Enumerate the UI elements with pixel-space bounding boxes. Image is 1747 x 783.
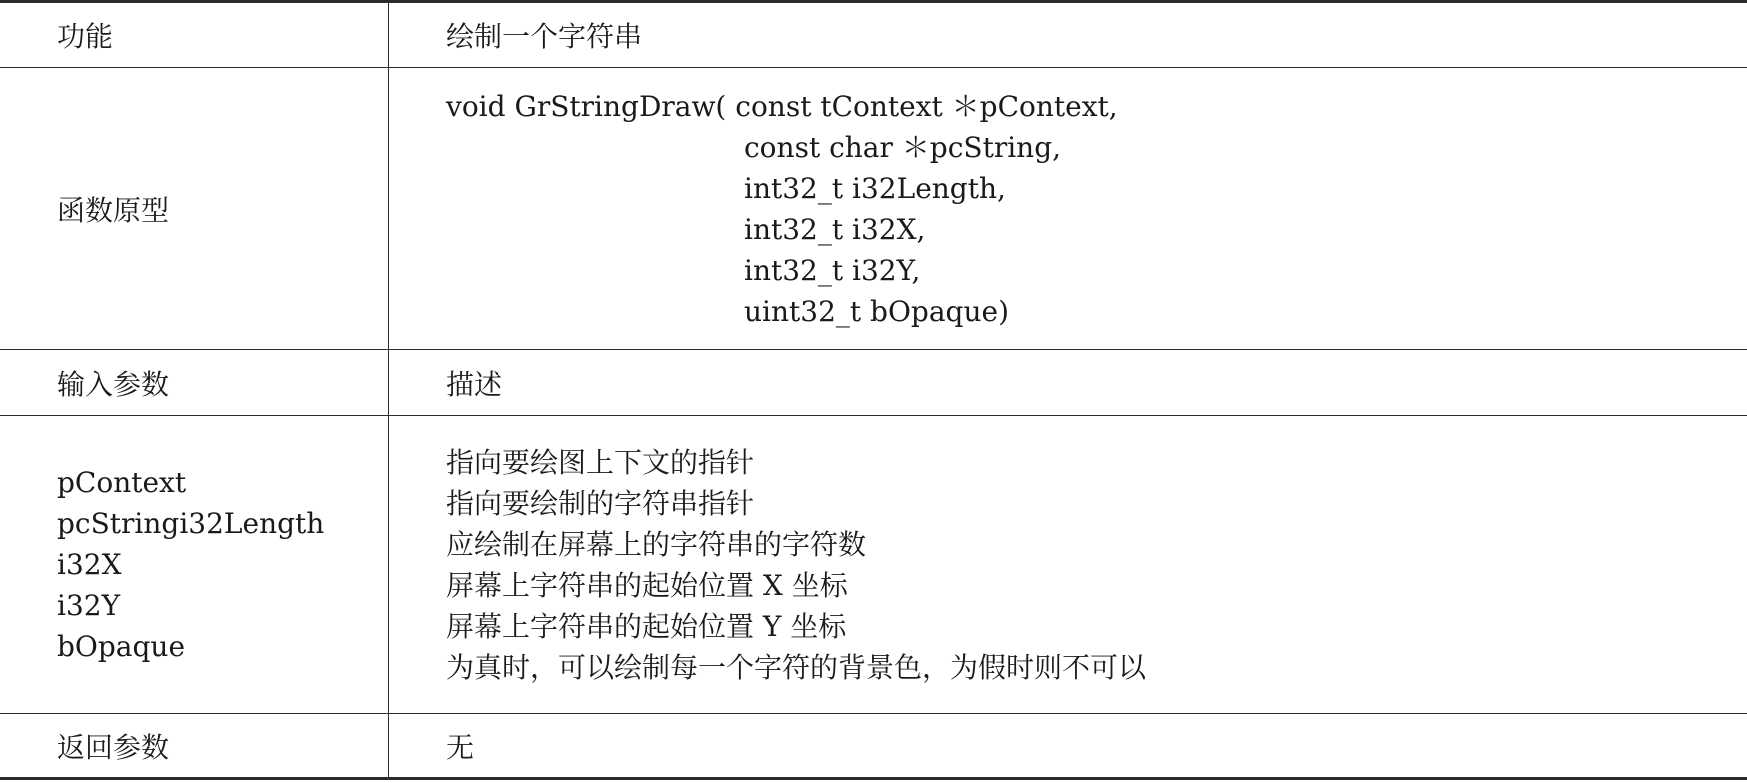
table-row-prototype (0, 68, 1747, 350)
param-name: pContext (57, 466, 187, 499)
param-names-cell (0, 416, 389, 714)
param-description: 指向要绘图上下文的指针 (446, 445, 755, 479)
return-label: 返回参数 (57, 730, 170, 764)
return-value: 无 (446, 730, 475, 764)
table-row-params (0, 416, 1747, 714)
param-description: 指向要绘制的字符串指针 (446, 486, 755, 520)
input-header-label-cell (0, 350, 389, 416)
prototype-line: uint32_t bOpaque) (744, 294, 1010, 328)
param-descriptions-cell (389, 416, 1747, 714)
param-name: bOpaque (57, 630, 186, 663)
param-description: 应绘制在屏幕上的字符串的字符数 (446, 527, 867, 561)
input-header-value: 描述 (446, 367, 503, 401)
input-header-label: 输入参数 (57, 367, 170, 401)
param-name: pcStringi32Length (57, 507, 325, 540)
return-label-cell (0, 714, 389, 779)
prototype-label: 函数原型 (57, 193, 170, 227)
param-name: i32Y (57, 589, 121, 622)
function-label-cell (0, 2, 389, 68)
prototype-line: int32_t i32Y, (744, 253, 921, 287)
prototype-line: void GrStringDraw( const tContext ＊pContext, (446, 89, 1118, 123)
param-description: 屏幕上字符串的起始位置 X 坐标 (446, 568, 848, 602)
function-value-cell (389, 2, 1747, 68)
prototype-line: const char ＊pcString, (744, 130, 1062, 164)
param-description: 为真时，可以绘制每一个字符的背景色，为假时则不可以 (446, 650, 1147, 684)
table-row-function (0, 2, 1747, 68)
return-value-cell (389, 714, 1747, 779)
function-label: 功能 (57, 20, 114, 53)
input-header-value-cell (389, 350, 1747, 416)
table-row-input-header (0, 350, 1747, 416)
param-description: 屏幕上字符串的起始位置 Y 坐标 (446, 609, 847, 643)
param-name: i32X (57, 548, 122, 581)
table-row-return (0, 714, 1747, 779)
prototype-code-cell (389, 68, 1747, 350)
prototype-line: int32_t i32X, (744, 212, 926, 246)
prototype-label-cell (0, 68, 389, 350)
prototype-line: int32_t i32Length, (744, 171, 1006, 205)
function-value: 绘制一个字符串 (446, 20, 643, 53)
